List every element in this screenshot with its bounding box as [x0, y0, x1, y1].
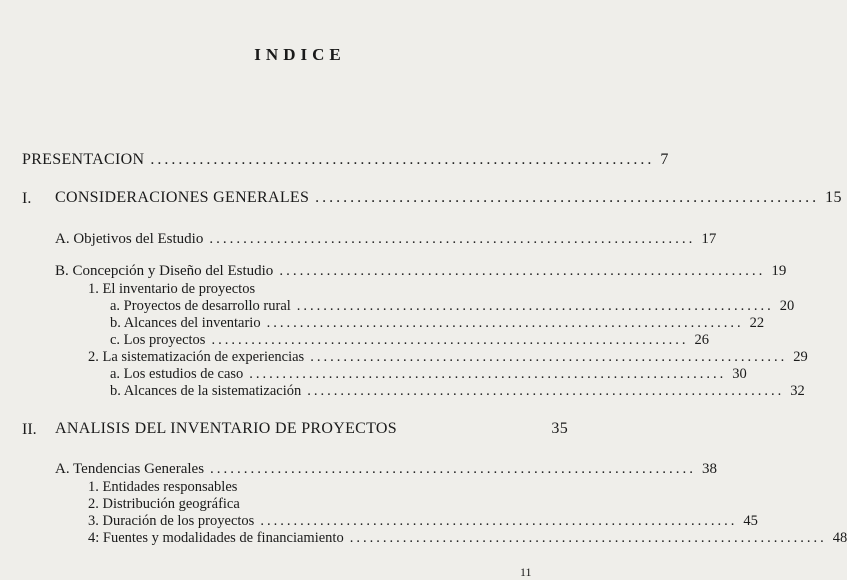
toc-entry-presentacion [22, 151, 669, 168]
toc-entry-page: 32 [790, 383, 805, 399]
toc-entry-page: 29 [793, 349, 808, 365]
toc-entry-label: 1. Entidades responsables [88, 479, 238, 495]
toc-entry-analisis [55, 421, 568, 437]
toc-entry-estudios-caso [110, 366, 747, 382]
toc-entry-page: 38 [702, 461, 718, 477]
toc-entry-page: 30 [732, 366, 747, 382]
toc-entry-fuentes [88, 530, 847, 546]
toc-entry-page: 20 [779, 298, 795, 314]
toc-entry-page: 7 [660, 151, 669, 168]
toc-entry-label: 3. Duración de los proyectos [88, 513, 255, 529]
dot-leader: ........................................................................ [249, 366, 727, 382]
toc-entry-los-proyectos [110, 332, 709, 348]
dot-leader: ........................................................................ [279, 263, 766, 279]
page-title: INDICE [254, 45, 346, 64]
dot-leader: ........................................................................ [209, 231, 696, 247]
chapter-numeral: I. [22, 190, 32, 207]
dot-leader: ........................................................................ [310, 349, 788, 365]
toc-entry-label: b. Alcances del inventario [110, 315, 261, 331]
toc-entry-objetivos [55, 231, 717, 247]
toc-entry-alcances-sistematizacion [110, 383, 805, 399]
toc-entry-tendencias [55, 461, 718, 477]
dot-leader: ........................................................................ [349, 530, 827, 546]
toc-entry-page: 45 [743, 513, 758, 529]
toc-entry-label: PRESENTACION [22, 151, 145, 168]
toc-entry-page: 15 [825, 189, 842, 206]
toc-entry-label: A. Objetivos del Estudio [55, 231, 204, 247]
toc-entry-page: 19 [771, 263, 787, 279]
toc-entry-label: a. Proyectos de desarrollo rural [110, 298, 291, 314]
toc-entry-concepcion [55, 263, 787, 279]
toc-entry-sistematizacion [88, 349, 808, 365]
chapter-numeral: II. [22, 421, 37, 438]
toc-entry-label: ANALISIS DEL INVENTARIO DE PROYECTOS [55, 420, 397, 437]
page-footer-number: 11 [520, 565, 532, 579]
toc-entry-label: c. Los proyectos [110, 332, 206, 348]
dot-leader: ........................................................................ [296, 298, 774, 314]
dot-leader: ........................................................................ [150, 151, 655, 168]
toc-entry-page: 17 [701, 231, 717, 247]
toc-entry-alcances-inventario [110, 315, 765, 331]
toc-entry-label: A. Tendencias Generales [55, 461, 205, 477]
toc-entry-desarrollo-rural [110, 298, 795, 314]
toc-entry-consideraciones [55, 189, 842, 206]
toc-entry-label: CONSIDERACIONES GENERALES [55, 189, 310, 206]
toc-entry-entidades [88, 480, 568, 495]
toc-entry-page: 35 [551, 420, 568, 437]
toc-entry-inventario [88, 282, 568, 297]
toc-entry-label: B. Concepción y Diseño del Estudio [55, 263, 274, 279]
dot-leader: ........................................................................ [307, 383, 785, 399]
dot-leader: ........................................................................ [210, 461, 697, 477]
toc-entry-label: 4: Fuentes y modalidades de financiamiento [88, 530, 344, 546]
toc-entry-distribucion [88, 497, 568, 512]
toc-entry-page: 48 [832, 530, 847, 546]
toc-entry-page: 26 [694, 332, 709, 348]
toc-entry-label: 2. La sistematización de experiencias [88, 349, 305, 365]
toc-entry-label: b. Alcances de la sistematización [110, 383, 302, 399]
dot-leader: ........................................................................ [315, 189, 820, 206]
dot-leader: ........................................................................ [266, 315, 744, 331]
dot-leader: ........................................................................ [260, 513, 738, 529]
toc-entry-label: 2. Distribución geográfica [88, 496, 240, 512]
toc-entry-duracion [88, 513, 758, 529]
toc-entry-label: a. Los estudios de caso [110, 366, 244, 382]
dot-leader: ........................................................................ [211, 332, 689, 348]
toc-entry-page: 22 [749, 315, 765, 331]
toc-entry-label: 1. El inventario de proyectos [88, 281, 256, 297]
